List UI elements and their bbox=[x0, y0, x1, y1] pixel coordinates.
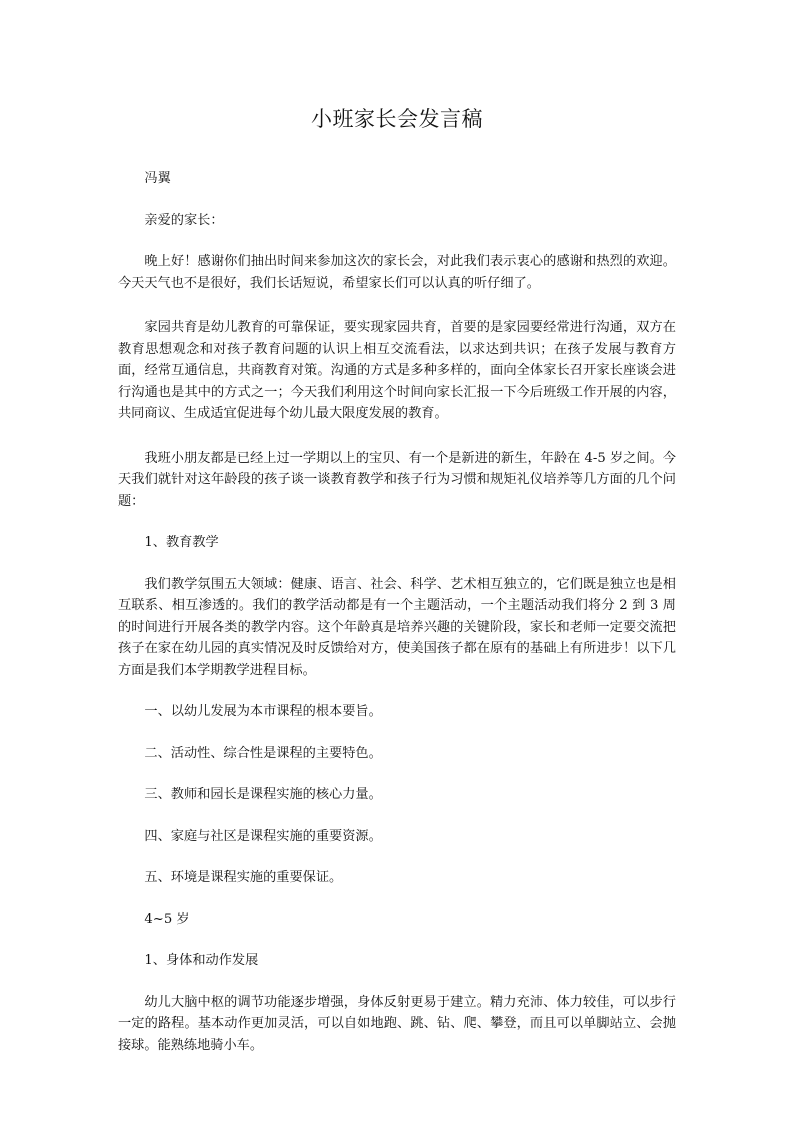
greeting: 亲爱的家长： bbox=[144, 212, 224, 228]
author-name: 冯翼 bbox=[144, 171, 171, 186]
paragraph-welcome: 晚上好！感谢你们抽出时间来参加这次的家长会，对此我们表示衷心的感谢和热烈的欢迎。今天天气也不是很好，我们长话短说，希望家长们可以认真的听仔细了。 bbox=[118, 254, 676, 291]
goal-item-4: 四、家庭与社区是课程实施的重要资源。 bbox=[144, 828, 382, 844]
goal-item-1: 一、以幼儿发展为本市课程的根本要旨。 bbox=[144, 704, 382, 719]
goal-item-3: 三、教师和园长是课程实施的核心力量。 bbox=[144, 787, 382, 802]
section-heading-physical-development: 1、身体和动作发展 bbox=[144, 953, 259, 968]
paragraph-home-school-cooperation: 家园共育是幼儿教育的可靠保证，要实现家园共育，首要的是家园要经常进行沟通，双方在教育思想观念和对孩子教育问题的认识上相互交流看法，以求达到共识；在孩子发展与教育方面，经常互通信息，共商教育对策。沟通的方式是多种多样的，面向全体家长召开家长座谈会进行沟通也是其中的方式之一；今天我们利用这个时间向家长汇报一下今后班级工作开展的内容，共同商议、生成适宜促进每个幼儿最大限度发展的教育。 bbox=[118, 320, 676, 421]
paragraph-physical-development: 幼儿大脑中枢的调节功能逐步增强，身体反射更易于建立。精力充沛、体力较佳，可以步行一定的路程。基本动作更加灵活，可以自如地跑、跳、钻、爬、攀登，而且可以单脚站立、会抛接球。能熟练地骑小车。 bbox=[118, 994, 676, 1053]
document-body bbox=[118, 168, 676, 1056]
paragraph-class-overview: 我班小朋友都是已经上过一学期以上的宝贝、有一个是新进的新生，年龄在 4-5 岁之间。今天我们就针对这年龄段的孩子谈一谈教育教学和孩子行为习惯和规矩礼仪培养等几方面的几个问题： bbox=[118, 450, 676, 509]
goal-item-2: 二、活动性、综合性是课程的主要特色。 bbox=[144, 745, 382, 761]
goal-item-5: 五、环境是课程实施的重要保证。 bbox=[144, 870, 343, 885]
age-range-heading: 4~5 岁 bbox=[144, 911, 190, 927]
document-title: 小班家长会发言稿 bbox=[311, 107, 483, 131]
section-heading-teaching: 1、教育教学 bbox=[144, 535, 219, 550]
paragraph-teaching: 我们教学氛围五大领域：健康、语言、社会、科学、艺术相互独立的，它们既是独立也是相互联系、相互渗透的。我们的教学活动都是有一个主题活动，一个主题活动我们将分 2 到 3 周的时间进行开展各类的教学内容。这个年龄真是培养兴趣的关键阶段，家长和老师一定要交流把孩子在家在幼儿园的真实情况及时反馈给对方，使美国孩子都在原有的基础上有所进步！以下几方面是我们本学期教学进程目标。 bbox=[118, 576, 676, 678]
